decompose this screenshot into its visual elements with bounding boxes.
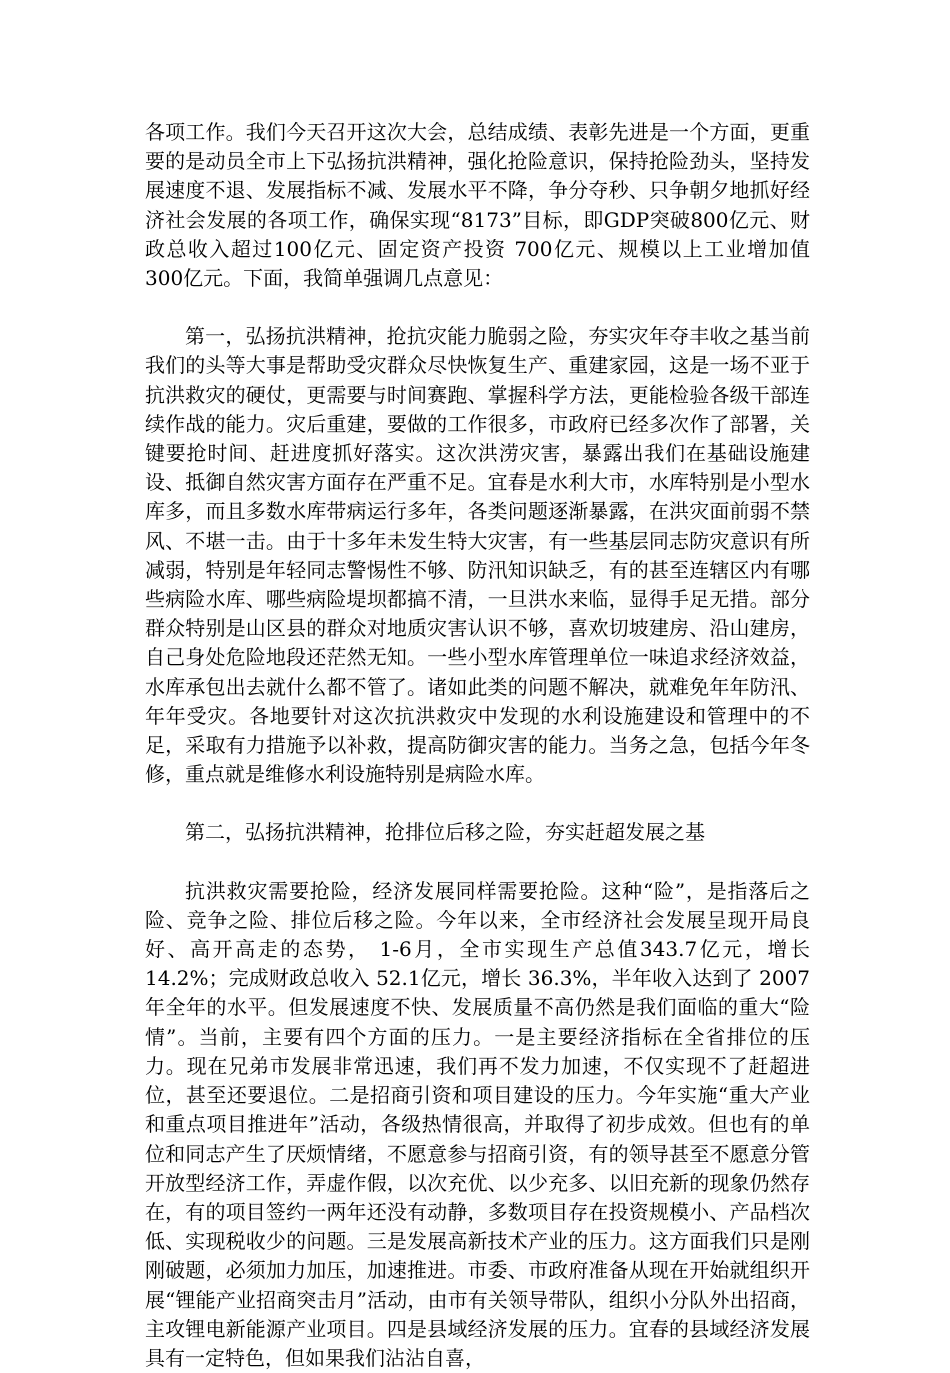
paragraph-spacer xyxy=(145,789,810,818)
section-one-paragraph: 第一，弘扬抗洪精神，抢抗灾能力脆弱之险，夯实灾年夺丰收之基当前我们的头等大事是帮助受灾群众尽快恢复生产、重建家园，这是一场不亚于抗洪救灾的硬仗，更需要与时间赛跑、掌握科学方法，更能检验各级干部连续作战的能力。灾后重建，要做的工作很多，市政府已经多次作了部署，关键要抢时间、赶进度抓好落实。这次洪涝灾害，暴露出我们在基础设施建设、抵御自然灾害方面存在严重不足。宜春是水利大市，水库特别是小型水库多，而且多数水库带病运行多年，各类问题逐渐暴露，在洪灾面前弱不禁风、不堪一击。由于十多年未发生特大灾害，有一些基层同志防灾意识有所减弱，特别是年轻同志警惕性不够、防汛知识缺乏，有的甚至连辖区内有哪些病险水库、哪些病险堤坝都搞不清，一旦洪水来临，显得手足无措。部分群众特别是山区县的群众对地质灾害认识不够，喜欢切坡建房、沿山建房，自己身处危险地段还茫然无知。一些小型水库管理单位一味追求经济效益，水库承包出去就什么都不管了。诸如此类的问题不解决，就难免年年防汛、年年受灾。各地要针对这次抗洪救灾中发现的水利设施建设和管理中的不足，采取有力措施予以补救，提高防御灾害的能力。当务之急，包括今年冬修，重点就是维修水利设施特别是病险水库。 xyxy=(145,324,810,787)
paragraph-spacer xyxy=(145,848,810,877)
section-two-paragraph: 抗洪救灾需要抢险，经济发展同样需要抢险。这种“险”，是指落后之险、竞争之险、排位后移之险。今年以来，全市经济社会发展呈现开局良好、高开高走的态势， 1-6月，全市实现生产总值343.7亿元，增长14.2%；完成财政总收入 52.1亿元，增长 36.3%，半年收入达到了 2007年全年的水平。但发展速度不快、发展质量不高仍然是我们面临的重大“险情”。当前，主要有四个方面的压力。一是主要经济指标在全省排位的压力。现在兄弟市发展非常迅速，我们再不发力加速，不仅实现不了赶超进位，甚至还要退位。二是招商引资和项目建设的压力。今年实施“重大产业和重点项目推进年”活动，各级热情很高，并取得了初步成效。但也有的单位和同志产生了厌烦情绪，不愿意参与招商引资，有的领导甚至不愿意分管开放型经济工作，弄虚作假，以次充优、以少充多、以旧充新的现象仍然存在，有的项目签约一两年还没有动静，多数项目存在投资规模小、产品档次低、实现税收少的问题。三是发展高新技术产业的压力。这方面我们只是刚刚破题，必须加力加压，加速推进。市委、市政府准备从现在开始就组织开展“锂能产业招商突击月”活动，由市有关领导带队，组织小分队外出招商，主攻锂电新能源产业项目。四是县域经济发展的压力。宜春的县域经济发展具有一定特色，但如果我们沾沾自喜， xyxy=(145,878,810,1370)
document-page xyxy=(145,118,810,1373)
section-two-heading: 第二，弘扬抗洪精神，抢排位后移之险，夯实赶超发展之基 xyxy=(185,820,705,845)
paragraph-spacer xyxy=(145,293,810,322)
intro-paragraph: 各项工作。我们今天召开这次大会，总结成绩、表彰先进是一个方面，更重要的是动员全市上下弘扬抗洪精神，强化抢险意识，保持抢险劲头，坚持发展速度不退、发展指标不减、发展水平不降，争分夺秒、只争朝夕地抓好经济社会发展的各项工作，确保实现“8173”目标，即GDP突破800亿元、财政总收入超过100亿元、固定资产投资 700亿元、规模以上工业增加值 300亿元。下面，我简单强调几点意见： xyxy=(145,120,810,291)
